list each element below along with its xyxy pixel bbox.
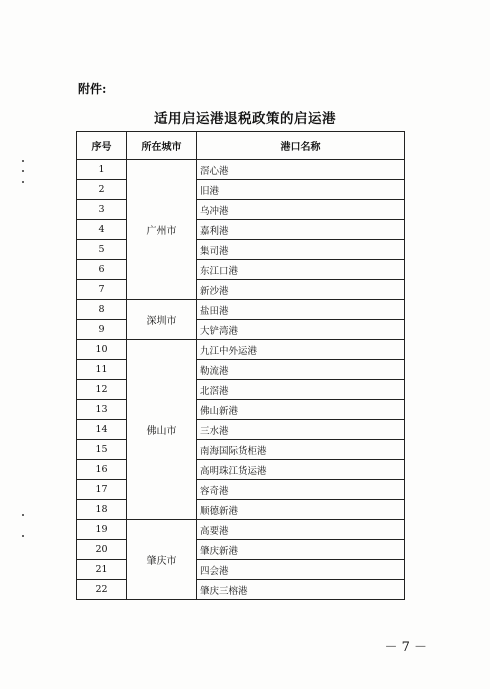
attachment-label: 附件:	[78, 82, 107, 96]
port-name: 新沙港	[197, 280, 405, 300]
table-row	[77, 460, 405, 480]
row-index: 10	[77, 340, 127, 360]
port-name: 佛山新港	[197, 400, 405, 420]
port-name: 旧港	[197, 180, 405, 200]
port-name: 高明珠江货运港	[197, 460, 405, 480]
row-index: 5	[77, 240, 127, 260]
table-row	[77, 420, 405, 440]
row-index: 16	[77, 460, 127, 480]
city-cell: 肇庆市	[127, 520, 197, 600]
page-number: － 7 －	[384, 640, 427, 655]
port-name: 南海国际货柜港	[197, 440, 405, 460]
table-row	[77, 220, 405, 240]
city-cell: 广州市	[127, 160, 197, 300]
table-row	[77, 240, 405, 260]
row-index: 6	[77, 260, 127, 280]
table-row	[77, 480, 405, 500]
port-name: 滘心港	[197, 160, 405, 180]
row-index: 15	[77, 440, 127, 460]
ports-table	[76, 131, 405, 600]
margin-mark	[22, 160, 24, 162]
table-row	[77, 520, 405, 540]
row-index: 21	[77, 560, 127, 580]
table-row	[77, 340, 405, 360]
city-cell: 深圳市	[127, 300, 197, 340]
row-index: 12	[77, 380, 127, 400]
table-row	[77, 400, 405, 420]
table-row	[77, 580, 405, 600]
port-name: 北滘港	[197, 380, 405, 400]
table-row	[77, 200, 405, 220]
city-cell: 佛山市	[127, 340, 197, 520]
table-row	[77, 360, 405, 380]
port-name: 盐田港	[197, 300, 405, 320]
port-name: 乌冲港	[197, 200, 405, 220]
row-index: 14	[77, 420, 127, 440]
port-name: 容奇港	[197, 480, 405, 500]
port-name: 四会港	[197, 560, 405, 580]
margin-mark	[22, 514, 24, 516]
row-index: 22	[77, 580, 127, 600]
table-row	[77, 440, 405, 460]
row-index: 4	[77, 220, 127, 240]
table-body	[77, 160, 405, 600]
port-name: 勒流港	[197, 360, 405, 380]
port-name: 嘉利港	[197, 220, 405, 240]
port-name: 东江口港	[197, 260, 405, 280]
table-row	[77, 320, 405, 340]
header-port: 港口名称	[197, 132, 405, 160]
row-index: 8	[77, 300, 127, 320]
table-row	[77, 380, 405, 400]
table-row	[77, 180, 405, 200]
port-name: 肇庆三榕港	[197, 580, 405, 600]
row-index: 13	[77, 400, 127, 420]
margin-mark	[22, 170, 24, 172]
table-row	[77, 560, 405, 580]
row-index: 18	[77, 500, 127, 520]
port-name: 高要港	[197, 520, 405, 540]
table-row	[77, 500, 405, 520]
port-name: 大铲湾港	[197, 320, 405, 340]
port-name: 九江中外运港	[197, 340, 405, 360]
row-index: 2	[77, 180, 127, 200]
row-index: 11	[77, 360, 127, 380]
port-name: 顺德新港	[197, 500, 405, 520]
table-row	[77, 260, 405, 280]
margin-mark	[22, 181, 24, 183]
table-row	[77, 160, 405, 180]
document-title: 适用启运港退税政策的启运港	[154, 111, 336, 127]
table-row	[77, 540, 405, 560]
row-index: 1	[77, 160, 127, 180]
row-index: 19	[77, 520, 127, 540]
table-header-row	[77, 132, 405, 160]
table-row	[77, 300, 405, 320]
table-row	[77, 280, 405, 300]
port-name: 三水港	[197, 420, 405, 440]
row-index: 7	[77, 280, 127, 300]
header-index: 序号	[77, 132, 127, 160]
port-name: 集司港	[197, 240, 405, 260]
row-index: 17	[77, 480, 127, 500]
port-name: 肇庆新港	[197, 540, 405, 560]
row-index: 9	[77, 320, 127, 340]
row-index: 20	[77, 540, 127, 560]
margin-mark	[22, 535, 24, 537]
header-city: 所在城市	[127, 132, 197, 160]
row-index: 3	[77, 200, 127, 220]
